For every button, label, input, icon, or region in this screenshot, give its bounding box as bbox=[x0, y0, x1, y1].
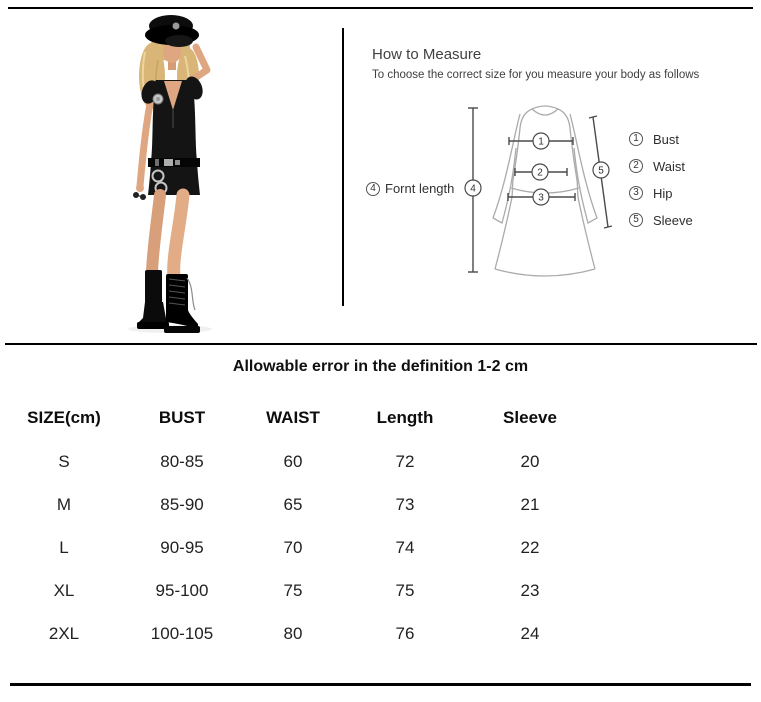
legend-item-waist bbox=[629, 159, 693, 173]
size-l-bust: 90-95 bbox=[160, 537, 204, 557]
hip-number: 3 bbox=[538, 192, 544, 204]
measurement-legend bbox=[629, 132, 693, 227]
chest-badge-center bbox=[156, 97, 160, 101]
size-2xl-bust: 100-105 bbox=[150, 623, 214, 643]
legend-hip-badge: 3 bbox=[629, 186, 643, 200]
size-s-waist: 60 bbox=[283, 451, 303, 471]
platform-boots bbox=[137, 270, 200, 333]
size-m-label: M bbox=[56, 494, 72, 514]
size-xl-waist: 75 bbox=[283, 580, 303, 600]
sleeve-number: 5 bbox=[598, 165, 604, 177]
middle-divider-line bbox=[5, 343, 757, 345]
size-s-sleeve: 20 bbox=[520, 451, 540, 471]
size-s-length: 72 bbox=[395, 451, 415, 471]
top-divider-line bbox=[8, 7, 753, 9]
how-to-measure-subheading: To choose the correct size for you measure your body as follows bbox=[372, 69, 700, 81]
size-xl-length: 75 bbox=[395, 580, 415, 600]
size-2xl-sleeve: 24 bbox=[520, 623, 540, 643]
dress-measurement-diagram bbox=[455, 90, 625, 285]
size-chart-table bbox=[0, 396, 600, 655]
column-header-size: SIZE(cm) bbox=[27, 408, 101, 427]
front-length-label bbox=[366, 181, 454, 196]
size-l-length: 74 bbox=[395, 537, 415, 557]
column-header-bust: BUST bbox=[158, 408, 206, 427]
size-l-label: L bbox=[59, 537, 69, 557]
duty-belt bbox=[148, 158, 200, 167]
legend-bust-label: Bust bbox=[653, 131, 680, 147]
size-m-waist: 65 bbox=[283, 494, 303, 514]
size-xl-label: XL bbox=[53, 580, 75, 600]
allowable-error-note: Allowable error in the definition 1-2 cm bbox=[232, 358, 529, 375]
vertical-divider-line bbox=[342, 28, 344, 306]
size-xl-bust: 95-100 bbox=[155, 580, 209, 600]
bust-number: 1 bbox=[538, 136, 544, 148]
size-2xl-length: 76 bbox=[395, 623, 415, 643]
waist-number: 2 bbox=[537, 167, 543, 179]
size-2xl-label: 2XL bbox=[48, 623, 80, 643]
size-s-bust: 80-85 bbox=[160, 451, 204, 471]
size-l-sleeve: 22 bbox=[520, 537, 540, 557]
column-header-length: Length bbox=[376, 408, 434, 427]
legend-item-hip bbox=[629, 186, 693, 200]
column-header-sleeve: Sleeve bbox=[503, 408, 557, 427]
front-leg bbox=[174, 195, 183, 278]
size-m-sleeve: 21 bbox=[520, 494, 540, 514]
legend-waist-label: Waist bbox=[653, 158, 686, 174]
front-length-number-badge: 4 bbox=[366, 182, 380, 196]
legend-sleeve-label: Sleeve bbox=[653, 212, 693, 228]
front-length-number: 4 bbox=[470, 183, 476, 195]
size-xl-sleeve: 23 bbox=[520, 580, 540, 600]
size-s-label: S bbox=[58, 451, 70, 471]
sunglasses-icon bbox=[133, 184, 146, 200]
size-2xl-waist: 80 bbox=[283, 623, 303, 643]
legend-bust-badge: 1 bbox=[629, 132, 643, 146]
size-m-length: 73 bbox=[395, 494, 415, 514]
costume-model-photo bbox=[95, 12, 250, 334]
diagram-number-badges bbox=[465, 133, 609, 205]
size-l-waist: 70 bbox=[283, 537, 303, 557]
boot-laces bbox=[187, 278, 195, 310]
legend-waist-badge: 2 bbox=[629, 159, 643, 173]
front-length-text: Fornt length bbox=[385, 181, 455, 196]
legend-sleeve-badge: 5 bbox=[629, 213, 643, 227]
how-to-measure-heading: How to Measure bbox=[372, 46, 482, 63]
legend-item-sleeve bbox=[629, 213, 693, 227]
back-leg bbox=[152, 195, 160, 272]
size-m-bust: 85-90 bbox=[160, 494, 204, 514]
legend-hip-label: Hip bbox=[653, 185, 673, 201]
legend-item-bust bbox=[629, 132, 693, 146]
column-header-waist: WAIST bbox=[266, 408, 320, 427]
bottom-divider-line bbox=[10, 683, 751, 686]
